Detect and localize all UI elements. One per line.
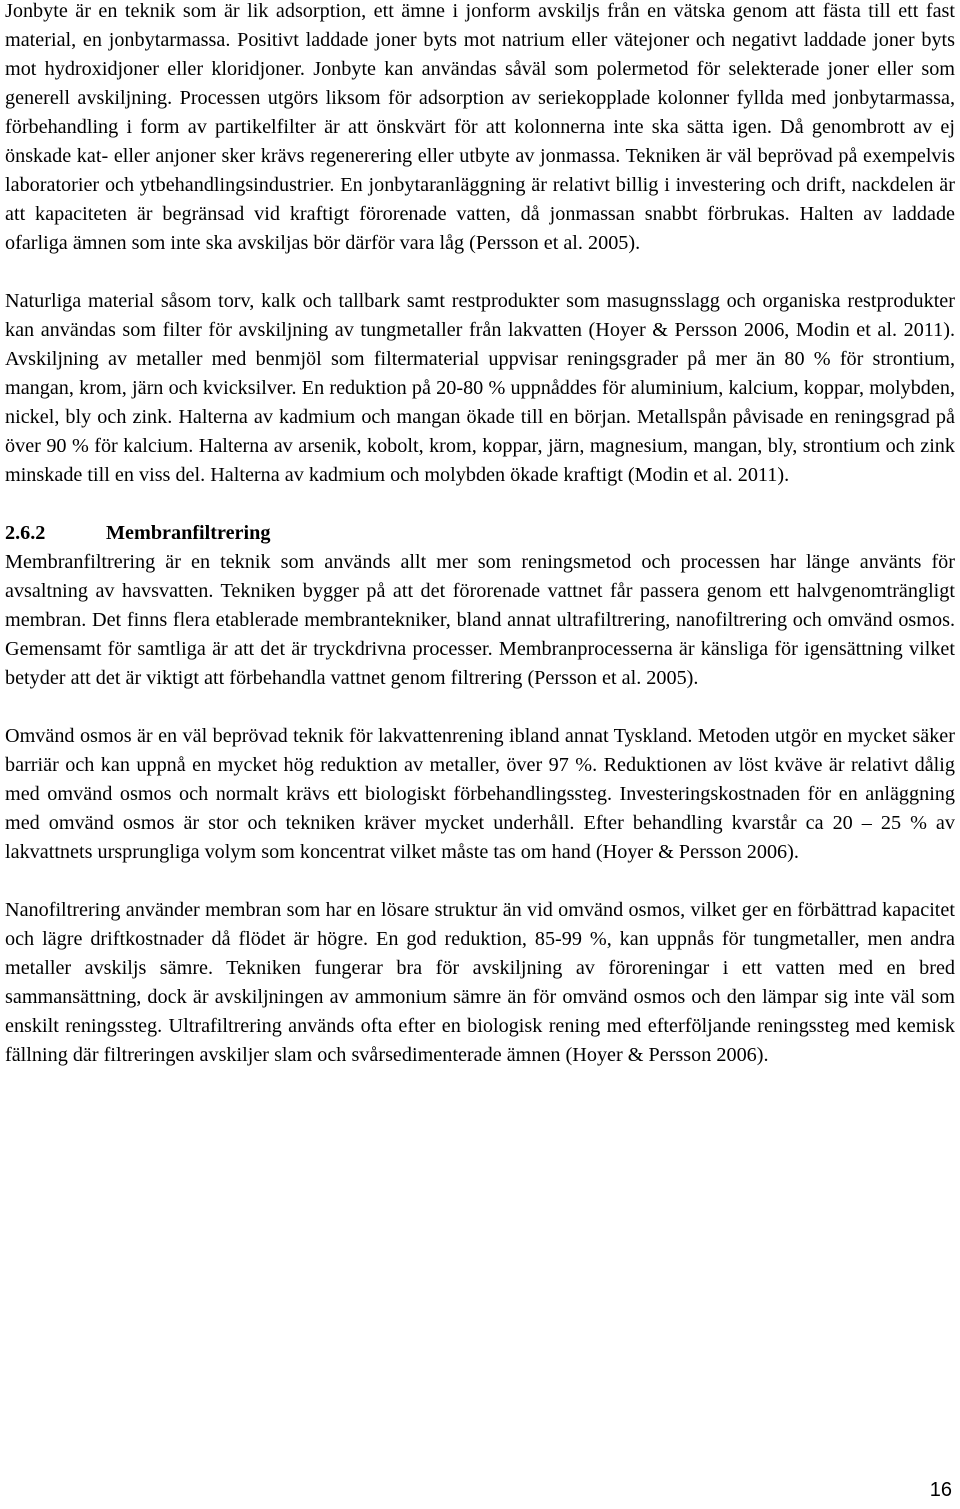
paragraph-spacer xyxy=(5,490,955,519)
document-page xyxy=(5,0,955,1070)
paragraph-jonbyte: Jonbyte är en teknik som är lik adsorption, ett ämne i jonform avskiljs från en vätska genom att fästa till ett fast material, en jonbytarmassa. Positivt laddade joner byts mot natrium eller vätejoner och negativt laddade joner byts mot hydroxidjoner eller kloridjoner. Jonbyte kan användas såväl som polermetod för selekterade joner eller som generell avskiljning. Processen utgörs liksom för adsorption av seriekopplade kolonner fyllda med jonbytarmassa, förbehandling i form av partikelfilter är att önskvärt för att kolonnerna inte ska sätta igen. Då genombrott av ej önskade kat- eller anjoner sker krävs regenerering eller utbyte av jonmassa. Tekniken är väl beprövad på exempelvis laboratorier och ytbehandlingsindustrier. En jonbytaranläggning är relativt billig i investering och drift, nackdelen är att kapaciteten är begränsad vid kraftigt förorenade vatten, då jonmassan snabbt förbrukas. Halten av laddade ofarliga ämnen som inte ska avskiljas bör därför vara låg (Persson et al. 2005). xyxy=(5,0,955,254)
paragraph-omvand-osmos: Omvänd osmos är en väl beprövad teknik för lakvattenrening ibland annat Tyskland. Metoden utgör en mycket säker barriär och kan uppnå en mycket hög reduktion av metaller, över 97 %. Reduktionen av löst kväve är relativt dålig med omvänd osmos och normalt krävs ett biologiskt förbehandlingssteg. Investeringskostnaden för en anläggning med omvänd osmos är stor och tekniken kräver mycket underhåll. Efter behandling kvarstår ca 20 – 25 % av lakvattnets ursprungliga volym som koncentrat vilket måste tas om hand (Hoyer & Persson 2006). xyxy=(5,725,955,863)
page-number: 16 xyxy=(929,1479,952,1501)
paragraph-nanofiltrering: Nanofiltrering använder membran som har en lösare struktur än vid omvänd osmos, vilket ger en förbättrad kapacitet och lägre driftkostnader då flödet är högre. En god reduktion, 85-99 %, kan uppnås för tungmetaller, men andra metaller avskiljs sämre. Tekniken fungerar bra för avskiljning av föroreningar i ett vatten med en bred sammansättning, dock är avskiljningen av ammonium sämre än för omvänd osmos och den lämpar sig inte väl som enskilt reningssteg. Ultrafiltrering används ofta efter en biologisk rening med efterföljande reningssteg med kemisk fällning där filtreringen avskiljer slam och svårsedimenterade ämnen (Hoyer & Persson 2006). xyxy=(5,899,955,1066)
paragraph-membranfiltrering: Membranfiltrering är en teknik som används allt mer som reningsmetod och processen har länge använts för avsaltning av havsvatten. Tekniken bygger på att det förorenade vattnet får passera genom ett halvgenomträngligt membran. Det finns flera etablerade membrantekniker, bland annat ultrafiltrering, nanofiltrering och omvänd osmos. Gemensamt för samtliga är att det är tryckdrivna processer. Membranprocesserna är känsliga för igensättning vilket betyder att det är viktigt att förbehandla vattnet genom filtrering (Persson et al. 2005). xyxy=(5,551,955,689)
paragraph-spacer xyxy=(5,693,955,722)
paragraph-naturliga-material: Naturliga material såsom torv, kalk och tallbark samt restprodukter som masugnsslagg och organiska restprodukter kan användas som filter för avskiljning av tungmetaller från lakvatten (Hoyer & Persson 2006, Modin et al. 2011). Avskiljning av metaller med benmjöl som filtermaterial uppvisar reningsgrader på mer än 80 % för strontium, mangan, krom, järn och kvicksilver. En reduktion på 20-80 % uppnåddes för aluminium, kalcium, koppar, molybden, nickel, bly och zink. Halterna av kadmium och mangan ökade till en början. Metallspån påvisade en reningsgrad på över 90 % för kalcium. Halterna av arsenik, kobolt, krom, koppar, järn, magnesium, mangan, bly, strontium och zink minskade till en viss del. Halterna av kadmium och molybden ökade kraftigt (Modin et al. 2011). xyxy=(5,290,955,486)
section-heading xyxy=(5,519,955,548)
section-title: Membranfiltrering xyxy=(106,522,271,544)
paragraph-spacer xyxy=(5,867,955,896)
paragraph-spacer xyxy=(5,258,955,287)
section-number: 2.6.2 xyxy=(5,522,46,544)
